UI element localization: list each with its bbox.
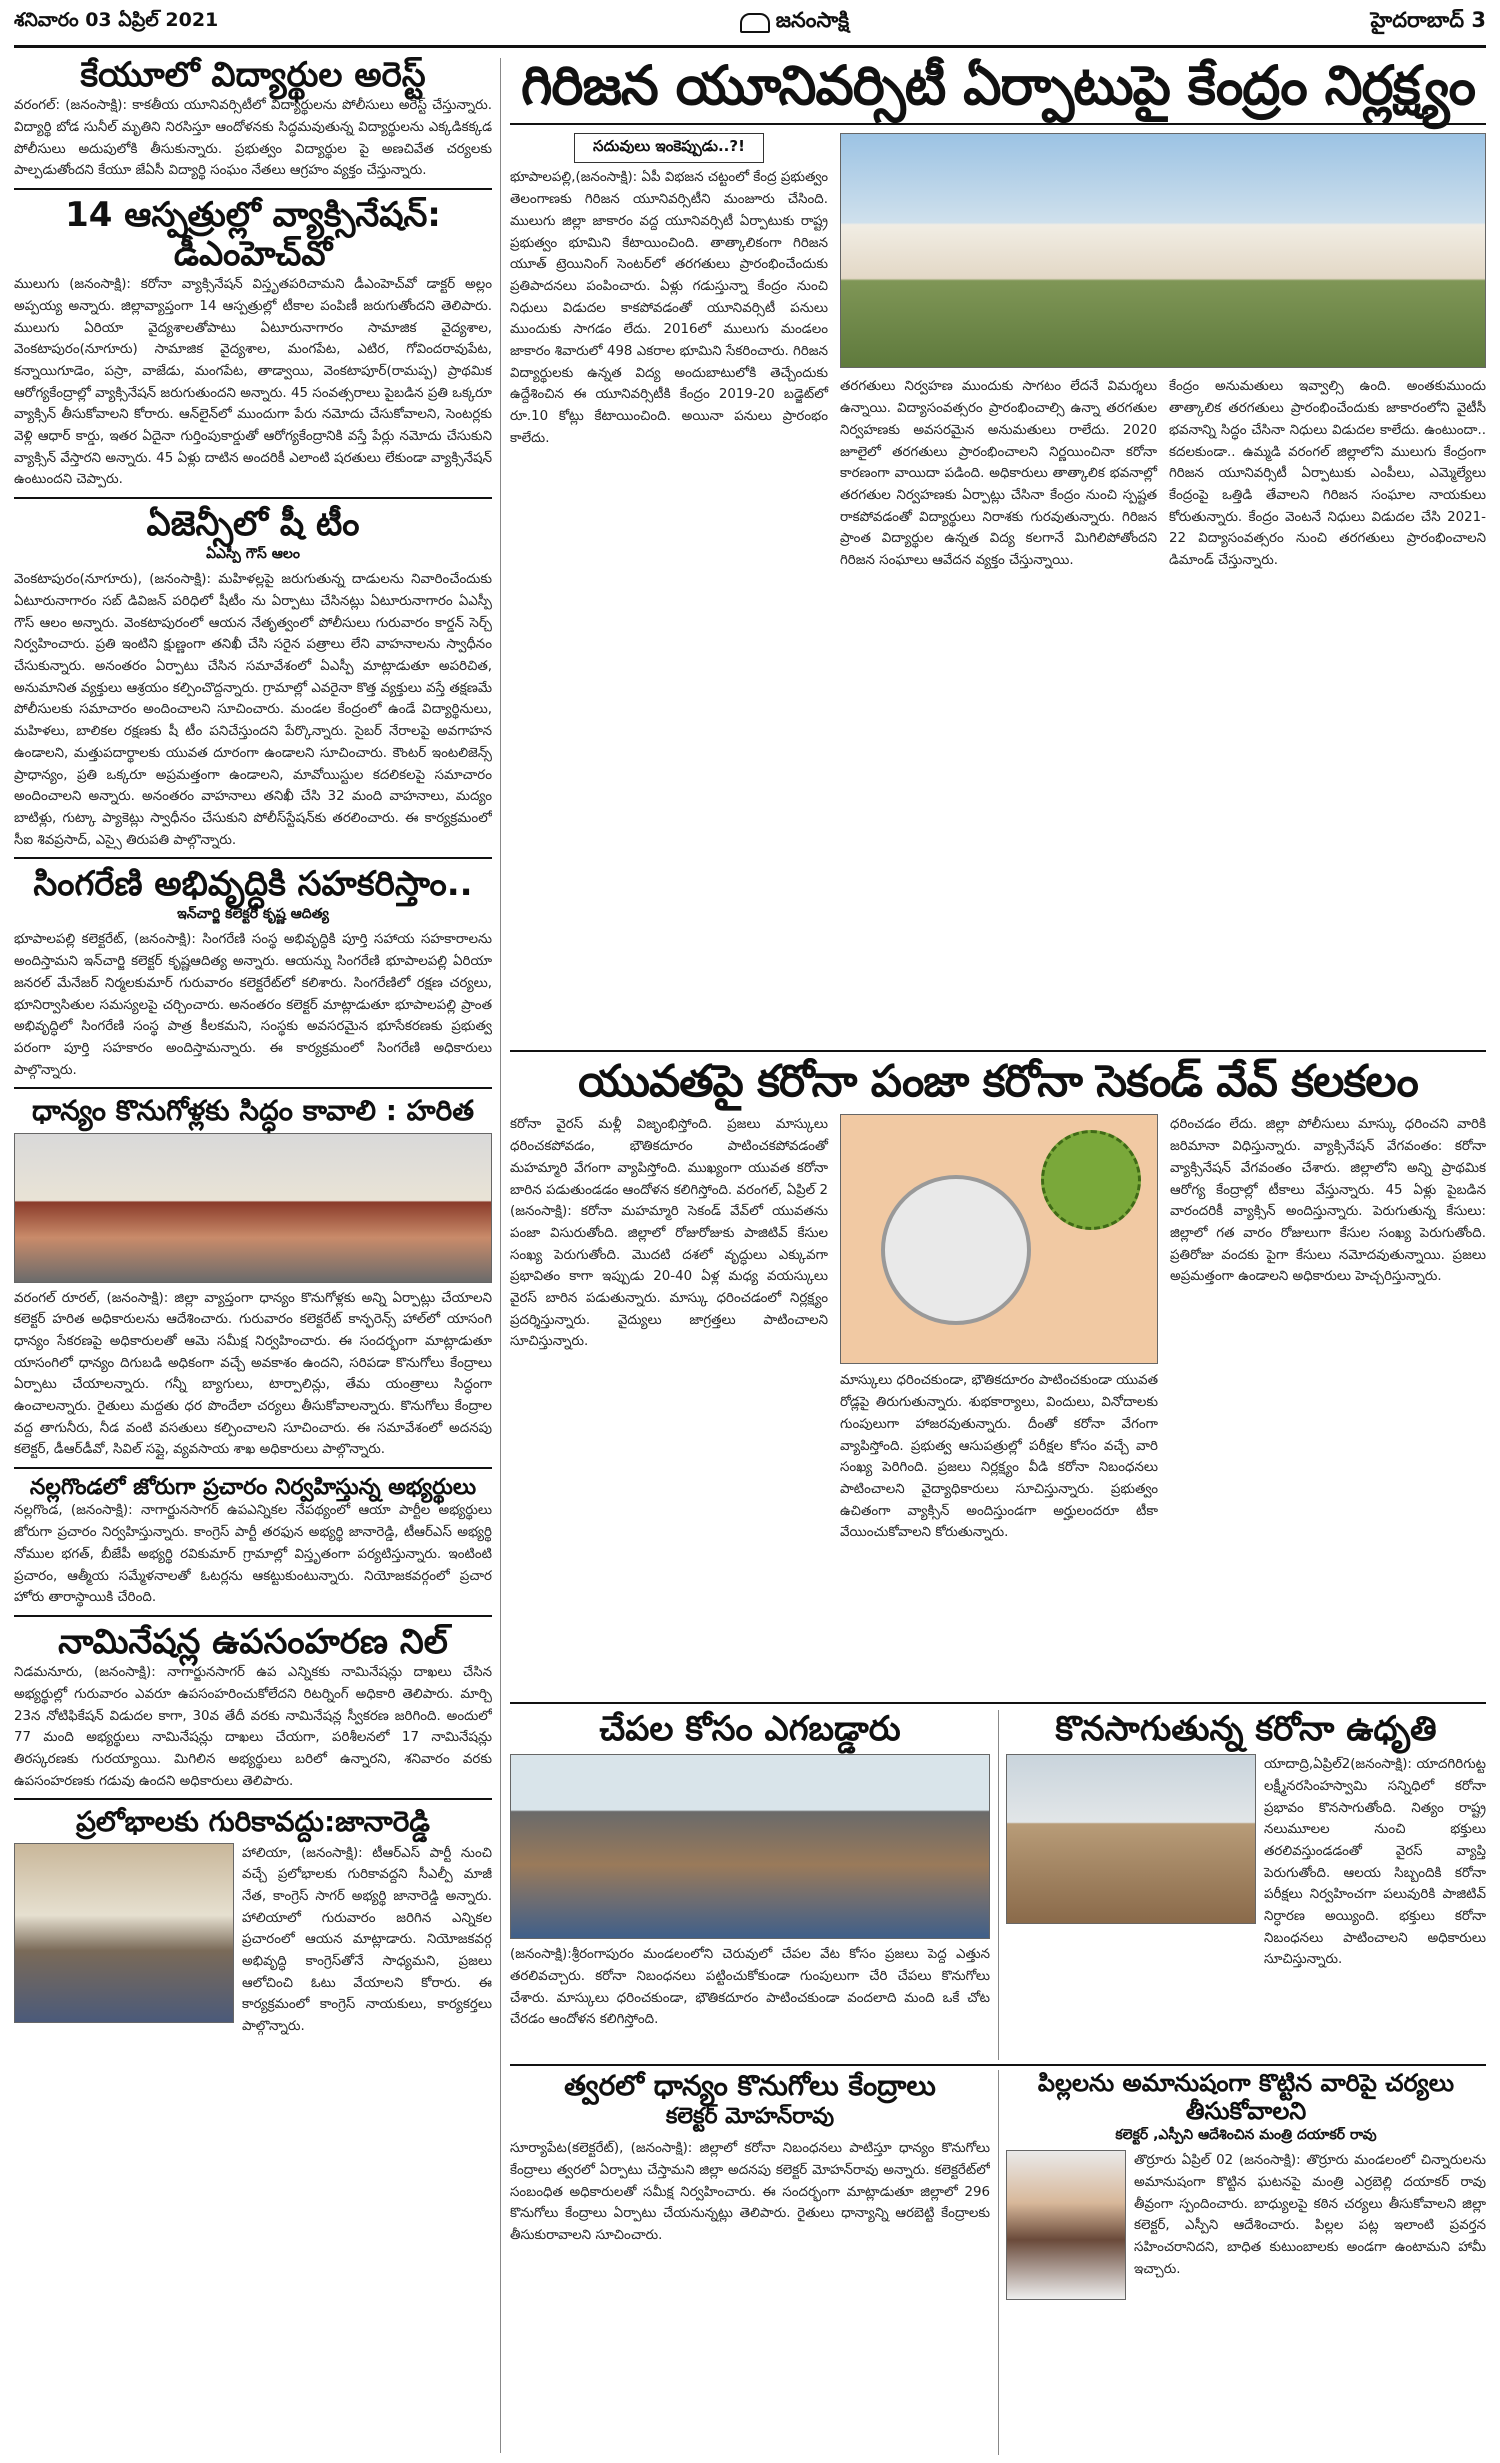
article-janareddy — [14, 1806, 492, 2038]
headline: ప్రలోభాలకు గురికావద్దు:జానారెడ్డి — [75, 1805, 431, 1839]
lead-body-2: తరగతులు నిర్వహణ ముందుకు సాగటం లేదనే విమర్శలు ఉన్నాయి. విద్యాసంవత్సరం ప్రారంభించాల్సి ఉన్నా తరగతుల నిర్వహణకు అవసరమైన అనుమతులు రాలేదు. 2020 జూలైలో తరగతులు ప్రారంభించాలని నిర్ణయించినా కరోనా కారణంగా వాయిదా పడింది. అధికారులు తాత్కాలిక భవనాల్లో తరగతుల నిర్వహణకు ఏర్పాట్లు చేసినా కేంద్రం నుంచి స్పష్టత రాకపోవడంతో విద్యార్థులు నిరాశకు గురవుతున్నారు. గిరిజన ప్రాంత విద్యార్థుల ఉన్నత విద్య కలగానే మిగిలిపోతోందని గిరిజన సంఘాలు ఆవేదన వ్యక్తం చేస్తున్నాయి. — [840, 379, 1157, 569]
corona-body-2: మాస్కులు ధరించకుండా, భౌతికదూరం పాటించకుండా యువత రోడ్లపై తిరుగుతున్నారు. శుభకార్యాలు, విందులు, వినోదాలకు గుంపులుగా హాజరవుతున్నారు. దీంతో కరోనా వేగంగా వ్యాపిస్తోంది. ప్రభుత్వ ఆసుపత్రుల్లో పరీక్షల కోసం వచ్చే వారి సంఖ్య పెరిగింది. ప్రజలు నిర్లక్ష్యం వీడి కరోనా నిబంధనలు పాటించాలని వైద్యాధికారులు సూచిస్తున్నారు. ప్రభుత్వం ఉచితంగా వ్యాక్సిన్ అందిస్తుండగా అర్హులందరూ టీకా వేయించుకోవాలని కోరుతున్నారు. — [840, 1373, 1158, 1541]
masthead — [14, 0, 1486, 48]
city-name: హైదరాబాద్ — [1370, 7, 1465, 32]
fish-crowd-photo — [510, 1754, 990, 1939]
headline: నామినేషన్ల ఉపసంహరణ నిల్ — [58, 1622, 448, 1662]
article-grain-haritha — [14, 1095, 492, 1461]
mask-virus-illustration — [840, 1114, 1158, 1364]
byline: ఏఎస్పీ గౌస్ ఆలం — [206, 546, 300, 563]
virus-icon — [1041, 1130, 1141, 1230]
corona-body-3: ధరించడం లేదు. జిల్లా పోలీసులు మాస్కు ధరించని వారికి జరిమానా విధిస్తున్నారు. వ్యాక్సినేషన్ వేగవంతం: కరోనా వ్యాక్సినేషన్ వేగవంతం చేశారు. జిల్లాలోని అన్ని ప్రాథమిక ఆరోగ్య కేంద్రాల్లో టీకాలు వేస్తున్నారు. 45 ఏళ్లు పైబడిన వారందరికీ వ్యాక్సిన్ అందిస్తున్నారు. పెరుగుతున్న కేసులు: జిల్లాలో గత వారం రోజులుగా కేసుల సంఖ్య పెరుగుతోంది. ప్రతిరోజు వందకు పైగా కేసులు నమోదవుతున్నాయి. ప్రజలు అప్రమత్తంగా ఉండాలని అధికారులు హెచ్చరిస్తున్నారు. — [1170, 1117, 1486, 1285]
campaign-photo — [14, 1843, 234, 2023]
byline: ఇన్‌చార్జి కలెక్టర్ కృష్ణ ఆదిత్య — [177, 906, 329, 923]
lead-headline: గిరిజన యూనివర్సిటీ ఏర్పాటుపై కేంద్రం నిర్లక్ష్యం — [510, 56, 1486, 125]
edition-city — [1371, 8, 1486, 38]
fish-story — [510, 1710, 990, 2060]
paper-brand — [740, 8, 849, 38]
corona-body-1: కరోనా వైరస్ మళ్లీ విజృంభిస్తోంది. ప్రజలు మాస్కులు ధరించకపోవడం, భౌతికదూరం పాటించకపోవడంతో మహమ్మారి వేగంగా వ్యాపిస్తోంది. ముఖ్యంగా యువత కరోనా బారిన పడుతుండడం ఆందోళన కలిగిస్తోంది. వరంగల్, ఏప్రిల్ 2 (జనంసాక్షి): కరోనా మహమ్మారి సెకండ్ వేవ్‌లో యువతను పంజా విసురుతోంది. జిల్లాలో రోజురోజుకు పాజిటివ్ కేసుల సంఖ్య పెరుగుతోంది. మొదటి దశలో వృద్ధులు ఎక్కువగా ప్రభావితం కాగా ఇప్పుడు 20-40 ఏళ్ల మధ్య వయస్కులు వైరస్ బారిన పడుతున్నారు. మాస్కు ధరించడంలో నిర్లక్ష్యం ప్రదర్శిస్తున్నారు. వైద్యులు జాగ్రత్తలు పాటించాలని సూచిస్తున్నారు. — [510, 1117, 828, 1350]
headline: ఏజెన్సీలో షీ టీం — [146, 504, 360, 545]
left-column — [14, 56, 492, 2456]
newspaper-logo-icon — [740, 13, 770, 33]
temple-crowd-photo — [1006, 1754, 1256, 1924]
headline: పిల్లలను అమానుషంగా కొట్టిన వారిపై చర్యలు తీసుకోవాలని — [1037, 2070, 1455, 2125]
article-body: సూర్యాపేట(కలెక్టరేట్), (జనంసాక్షి): జిల్లాలో కరోనా నిబంధనలు పాటిస్తూ ధాన్యం కొనుగోలు కేంద్రాలు త్వరలో ఏర్పాటు చేస్తామని జిల్లా అదనపు కలెక్టర్ మోహన్‌రావు అన్నారు. కలెక్టరేట్‌లో సంబంధిత అధికారులతో సమీక్ష నిర్వహించారు. ఈ సందర్భంగా మాట్లాడుతూ జిల్లాలో 296 కొనుగోలు కేంద్రాలు ఏర్పాటు చేయనున్నట్లు తెలిపారు. రైతులు ధాన్యాన్ని ఆరబెట్టి కేంద్రాలకు తీసుకురావాలని సూచించారు. — [510, 2141, 990, 2243]
article-she-team — [14, 505, 492, 851]
lead-body-1: భూపాలపల్లి,(జనంసాక్షి): ఏపీ విభజన చట్టంలో కేంద్ర ప్రభుత్వం తెలంగాణకు గిరిజన యూనివర్సిటీని మంజూరు చేసింది. ములుగు జిల్లా జాకారం వద్ద యూనివర్సిటీ ఏర్పాటుకు రాష్ట్ర ప్రభుత్వం భూమిని కేటాయించింది. తాత్కాలికంగా గిరిజన యూత్ ట్రెయినింగ్ సెంటర్‌లో తరగతులు ప్రారంభించేందుకు ప్రతిపాదనలు పంపించారు. ఏళ్లు గడుస్తున్నా కేంద్రం నుంచి నిధులు విడుదల కాకపోవడంతో యూనివర్సిటీ పనులు ముందుకు సాగడం లేదు. 2016లో ములుగు మండలం జాకారం శివారులో 498 ఎకరాల భూమిని సేకరించారు. గిరిజన విద్యార్థులకు ఉన్నత విద్య అందుబాటులోకి తెచ్చేందుకు ఉద్దేశించిన ఈ యూనివర్సిటీకి కేంద్రం 2019-20 బడ్జెట్‌లో రూ.10 కోట్లు కేటాయించింది. అయినా పనులు ప్రారంభం కాలేదు. — [510, 170, 828, 446]
meeting-photo — [14, 1133, 492, 1283]
corona-story — [510, 1058, 1486, 1698]
page-number: 3 — [1471, 7, 1486, 32]
headline: కొనసాగుతున్న కరోనా ఉధృతి — [1055, 1710, 1437, 1749]
headline: ధాన్యం కొనుగోళ్లకు సిద్ధం కావాలి : హరిత — [32, 1094, 474, 1128]
byline: కలెక్టర్ ,ఎస్పీని ఆదేశించిన మంత్రి దయాకర్ రావు — [1115, 2127, 1377, 2144]
lead-kicker: సదువులు ఇంకెప్పుడు..?! — [574, 133, 765, 163]
article-body: (జనంసాక్షి):శ్రీరంగాపురం మండలంలోని చెరువులో చేపల వేట కోసం ప్రజలు పెద్ద ఎత్తున తరలివచ్చారు. కరోనా నిబంధనలు పట్టించుకోకుండా గుంపులుగా చేరి చేపలు కొనుగోలు చేశారు. మాస్కులు ధరించకుండా, భౌతికదూరం పాటించకుండా వందలాది మంది ఒకే చోట చేరడం ఆందోళన కలిగిస్తోంది. — [510, 1947, 990, 2028]
article-nalgonda-campaign — [14, 1475, 492, 1609]
issue-date: శనివారం 03 ఏప్రిల్ 2021 — [14, 9, 219, 31]
mask-icon — [881, 1175, 1031, 1325]
article-body: తొర్రూరు ఏప్రిల్ 02 (జనంసాక్షి): తొర్రూరు మండలంలో చిన్నారులను అమానుషంగా కొట్టిన ఘటనపై మంత్రి ఎర్రబెల్లి దయాకర్ రావు తీవ్రంగా స్పందించారు. బాధ్యులపై కఠిన చర్యలు తీసుకోవాలని జిల్లా కలెక్టర్, ఎస్పీని ఆదేశించారు. పిల్లల పట్ల ఇలాంటి ప్రవర్తన సహించరానిదని, బాధిత కుటుంబాలకు అండగా ఉంటామని హామీ ఇచ్చారు. — [1134, 2153, 1486, 2277]
article-body: హాలియా, (జనంసాక్షి): టీఆర్‌ఎస్ పార్టీ నుంచి వచ్చే ప్రలోభాలకు గురికావద్దని సీఎల్పీ మాజీ నేత, కాంగ్రెస్ సాగర్ అభ్యర్థి జానారెడ్డి అన్నారు. హాలియాలో గురువారం జరిగిన ఎన్నికల ప్రచారంలో ఆయన మాట్లాడారు. నియోజకవర్గ అభివృద్ధి కాంగ్రెస్‌తోనే సాధ్యమని, ప్రజలు ఆలోచించి ఓటు వేయాలని కోరారు. ఈ కార్యక్రమంలో కాంగ్రెస్ నాయకులు, కార్యకర్తలు పాల్గొన్నారు. — [242, 1845, 492, 2035]
corona-spread-story — [1006, 1710, 1486, 2060]
grain-centres-story — [510, 2070, 990, 2455]
article-body: వరంగల్: (జనంసాక్షి): కాకతీయ యూనివర్సిటీలో విద్యార్థులను పోలీసులు అరెస్ట్ చేస్తున్నారు. విద్యార్థి బోడ సునీల్ మృతిని నిరసిస్తూ ఆందోళనకు సిద్ధమవుతున్న విద్యార్థులను ఎక్కడికక్కడ పోలీసులు అదుపులోకి తీసుకున్నారు. ప్రభుత్వం విద్యార్థుల పై అణచివేత చర్యలకు పాల్పడుతోందని కేయూ జేఏసీ విద్యార్థి సంఘం నేతలు ఆగ్రహం వ్యక్తం చేస్తున్నారు. — [14, 98, 492, 179]
article-body: ములుగు (జనంసాక్షి): కరోనా వ్యాక్సినేషన్ విస్తృతపరిచామని డీఎంహెచ్‌వో డాక్టర్ అల్లం అప్పయ్య అన్నారు. జిల్లావ్యాప్తంగా 14 ఆస్పత్రుల్లో టీకాల పంపిణీ జరుగుతోందని తెలిపారు. ములుగు ఏరియా వైద్యశాలతోపాటు ఏటూరునాగారం సామాజిక వైద్యశాల, వెంకటాపురం(నూగూరు) సామాజిక వైద్యశాల, మంగపేట, ఎటిర, గోవిందరావుపేట, కన్నాయిగూడెం, పస్రా, వాజేడు, మంగపేట, తాడ్వాయి, వెంకటాపూర్(రామప్ప) ప్రాథమిక ఆరోగ్యకేంద్రాల్లో వ్యాక్సినేషన్ జరుగుతుందని అన్నారు. 45 సంవత్సరాలు పైబడిన ప్రతి ఒక్కరూ వ్యాక్సిన్ తీసుకోవాలని కోరారు. ఆన్‌లైన్‌లో ముందుగా పేరు నమోదు చేసుకోవాలని, సెంటర్లకు వెళ్లి ఆధార్ కార్డు, ఇతర ఏదైనా గుర్తింపుకార్డుతో ఆరోగ్యకేంద్రానికి వస్తే పేర్లు నమోదు చేసుకుని వ్యాక్సిన్ వేస్తారని అన్నారు. 45 ఏళ్లు దాటిన అందరికీ ఎలాంటి షరతులు లేకుండా వ్యాక్సినేషన్ ఉంటుందని చెప్పారు. — [14, 277, 492, 488]
headline: కేయూలో విద్యార్థుల అరెస్ట్ — [80, 56, 426, 95]
kids-assault-story — [1006, 2070, 1486, 2455]
article-body: నిడమనూరు, (జనంసాక్షి): నాగార్జునసాగర్ ఉప ఎన్నికకు నామినేషన్లు దాఖలు చేసిన అభ్యర్థుల్లో గురువారం ఎవరూ ఉపసంహరించుకోలేదని రిటర్నింగ్ అధికారి తెలిపారు. మార్చి 23న నోటిఫికేషన్ విడుదల కాగా, 30వ తేదీ వరకు నామినేషన్ల స్వీకరణ జరిగింది. అందులో 77 మంది అభ్యర్థులు నామినేషన్లు దాఖలు చేయగా, పరిశీలనలో 17 నామినేషన్లు తిరస్కరణకు గురయ్యాయి. మిగిలిన అభ్యర్థులు బరిలో ఉన్నారని, శనివారం వరకు ఉపసంహరణకు గడువు ఉందని అధికారులు తెలిపారు. — [14, 1665, 492, 1789]
headline: త్వరలో ధాన్యం కొనుగోలు కేంద్రాలు — [564, 2070, 936, 2102]
headline: చేపల కోసం ఎగబడ్డారు — [599, 1710, 901, 1749]
university-building-photo — [840, 133, 1486, 368]
headline: నల్లగొండలో జోరుగా ప్రచారం నిర్వహిస్తున్న అభ్యర్థులు — [29, 1475, 477, 1501]
article-body: భూపాలపల్లి కలెక్టరేట్, (జనంసాక్షి): సింగరేణి సంస్థ అభివృద్ధికి పూర్తి సహాయ సహకారాలను అందిస్తామని ఇన్‌చార్జి కలెక్టర్ కృష్ణఆదిత్య అన్నారు. ఆయన్ను సింగరేణి భూపాలపల్లి ఏరియా జనరల్ మేనేజర్ నిర్మలకుమార్ గురువారం కలెక్టరేట్‌లో కలిశారు. సింగరేణిలో రక్షణ చర్యలు, భూనిర్వాసితుల సమస్యలపై చర్చించారు. అనంతరం కలెక్టర్ మాట్లాడుతూ భూపాలపల్లి ప్రాంత అభివృద్ధిలో సింగరేణి సంస్థ పాత్ర కీలకమని, సంస్థకు అవసరమైన భూసేకరణకు ప్రభుత్వ పరంగా పూర్తి సహకారం అందిస్తామన్నారు. ఈ కార్యక్రమంలో సింగరేణి అధికారులు పాల్గొన్నారు. — [14, 932, 492, 1078]
byline: కలెక్టర్ మోహన్‌రావు — [665, 2104, 835, 2130]
article-body: వెంకటాపురం(నూగూరు), (జనంసాక్షి): మహిళల్లపై జరుగుతున్న దాడులను నివారించేందుకు ఏటూరునాగారం సబ్ డివిజన్ పరిధిలో షీటీం ను ఏర్పాటు చేసినట్లు ఏటూరునాగారం ఏఎస్పీ గౌస్ ఆలం అన్నారు. వెంకటాపురంలో ఆయన నేతృత్వంలో పోలీసులు గురువారం కార్డన్ సెర్చ్ నిర్వహించారు. ప్రతి ఇంటిని క్షుణ్ణంగా తనిఖీ చేసి సరైన పత్రాలు లేని వాహనాలను స్వాధీనం చేసుకున్నారు. అనంతరం ఏర్పాటు చేసిన సమావేశంలో ఏఎస్పీ మాట్లాడుతూ అపరిచిత, అనుమానిత వ్యక్తులు ఆశ్రయం కల్పించొద్దన్నారు. గ్రామాల్లో ఎవరైనా కొత్త వ్యక్తులు వస్తే తక్షణమే పోలీసులకు సమాచారం అందించాలని సూచించారు. మండల కేంద్రంలో ఉండే విద్యార్థినులు, మహిళలు, బాలికల రక్షణకు షీ టీం పనిచేస్తుందని పేర్కొన్నారు. సైబర్ నేరాలపై అవగాహన ఉండాలని, మత్తుపదార్థాలకు యువత దూరంగా ఉండాలని సూచించారు. కౌంటర్ ఇంటలిజెన్స్ ప్రాధాన్యం, ప్రతి ఒక్కరూ అప్రమత్తంగా ఉండాలని, మావోయిస్టుల కదలికలపై సమాచారం అందించాలని అన్నారు. అనంతరం వాహనాలు తనిఖీ చేసి 32 మంది వాహనాలు, మద్యం బాటిళ్లు, గుట్కా ప్యాకెట్లు స్వాధీనం చేసుకుని పోలీస్‌స్టేషన్‌కు తరలించారు. ఈ కార్యక్రమంలో సీఐ శివప్రసాద్, ఎస్సై తిరుపతి పాల్గొన్నారు. — [14, 572, 492, 848]
lead-story — [510, 56, 1486, 1046]
article-body: నల్లగొండ, (జనంసాక్షి): నాగార్జునసాగర్ ఉపఎన్నికల నేపథ్యంలో ఆయా పార్టీల అభ్యర్థులు జోరుగా ప్రచారం నిర్వహిస్తున్నారు. కాంగ్రెస్ పార్టీ తరఫున అభ్యర్థి జానారెడ్డి, టీఆర్‌ఎస్ అభ్యర్థి నోముల భగత్, బీజేపీ అభ్యర్థి రవికుమార్ గ్రామాల్లో విస్తృతంగా పర్యటిస్తున్నారు. ఇంటింటి ప్రచారం, ఆత్మీయ సమ్మేళనాలతో ఓటర్లను ఆకట్టుకుంటున్నారు. నియోజకవర్గంలో ప్రచార హోరు తారాస్థాయికి చేరింది. — [14, 1503, 492, 1606]
paper-name: జనంసాక్షి — [775, 7, 850, 32]
article-nominations — [14, 1623, 492, 1792]
headline: సింగరేణి అభివృద్ధికి సహకరిస్తాం.. — [33, 864, 473, 905]
article-ku-arrest — [14, 56, 492, 182]
article-body: వరంగల్ రూరల్, (జనంసాక్షి): జిల్లా వ్యాప్తంగా ధాన్యం కొనుగోళ్లకు అన్ని ఏర్పాట్లు చేయాలని కలెక్టర్ హరిత అధికారులను ఆదేశించారు. గురువారం కలెక్టరేట్ కాన్ఫరెన్స్ హాల్‌లో యాసంగి ధాన్యం సేకరణపై అధికారులతో ఆమె సమీక్ష నిర్వహించారు. ఈ సందర్భంగా మాట్లాడుతూ యాసంగిలో ధాన్యం దిగుబడి అధికంగా వచ్చే అవకాశం ఉందని, సరిపడా కొనుగోలు కేంద్రాలు ఏర్పాటు చేయాలన్నారు. గన్నీ బ్యాగులు, టార్పాలిన్లు, తేమ యంత్రాలు సిద్ధంగా ఉంచాలన్నారు. రైతులు మద్దతు ధర పొందేలా చర్యలు తీసుకోవాలన్నారు. కొనుగోలు కేంద్రాల వద్ద తాగునీరు, నీడ వంటి వసతులు కల్పించాలని సూచించారు. ఈ సమావేశంలో అదనపు కలెక్టర్, డీఆర్‌డీవో, సివిల్ సప్లై, వ్యవసాయ శాఖ అధికారులు పాల్గొన్నారు. — [14, 1290, 492, 1458]
minister-photo — [1006, 2150, 1126, 2300]
article-body: యాదాద్రి,ఏప్రిల్2(జనంసాక్షి): యాదగిరిగుట్ట లక్ష్మీనరసింహస్వామి సన్నిధిలో కరోనా ప్రభావం కొనసాగుతోంది. నిత్యం రాష్ట్ర నలుమూలల నుంచి భక్తులు తరలివస్తుండడంతో వైరస్ వ్యాప్తి పెరుగుతోంది. ఆలయ సిబ్బందికి కరోనా పరీక్షలు నిర్వహించగా పలువురికి పాజిటివ్ నిర్ధారణ అయ్యింది. భక్తులు కరోనా నిబంధనలు పాటించాలని అధికారులు సూచిస్తున్నారు. — [1264, 1757, 1486, 1968]
corona-headline: యువతపై కరోనా పంజా కరోనా సెకండ్ వేవ్ కలకలం — [578, 1058, 1418, 1107]
article-singareni — [14, 865, 492, 1081]
article-vaccination — [14, 196, 492, 491]
lead-body-3: కేంద్రం అనుమతులు ఇవ్వాల్సి ఉంది. అంతకుముందు తాత్కాలిక తరగతులు ప్రారంభించేందుకు జాకారంలోని వైటీసీ భవనాన్ని సిద్ధం చేసినా నిధులు విడుదల కాలేదు. ఉంటుందా.. కదలకుండా.. ఉమ్మడి వరంగల్ జిల్లాలోని ములుగు కేంద్రంగా గిరిజన యూనివర్సిటీ ఏర్పాటుకు ఎంపీలు, ఎమ్మెల్యేలు కేంద్రంపై ఒత్తిడి తేవాలని గిరిజన సంఘాల నాయకులు కోరుతున్నారు. కేంద్రం వెంటనే నిధులు విడుదల చేసి 2021-22 విద్యాసంవత్సరం నుంచి తరగతులు ప్రారంభించాలని డిమాండ్ చేస్తున్నారు. — [1169, 379, 1486, 569]
headline: 14 ఆస్పత్రుల్లో వ్యాక్సినేషన్: డీఎంహెచ్‌వో — [65, 194, 441, 274]
